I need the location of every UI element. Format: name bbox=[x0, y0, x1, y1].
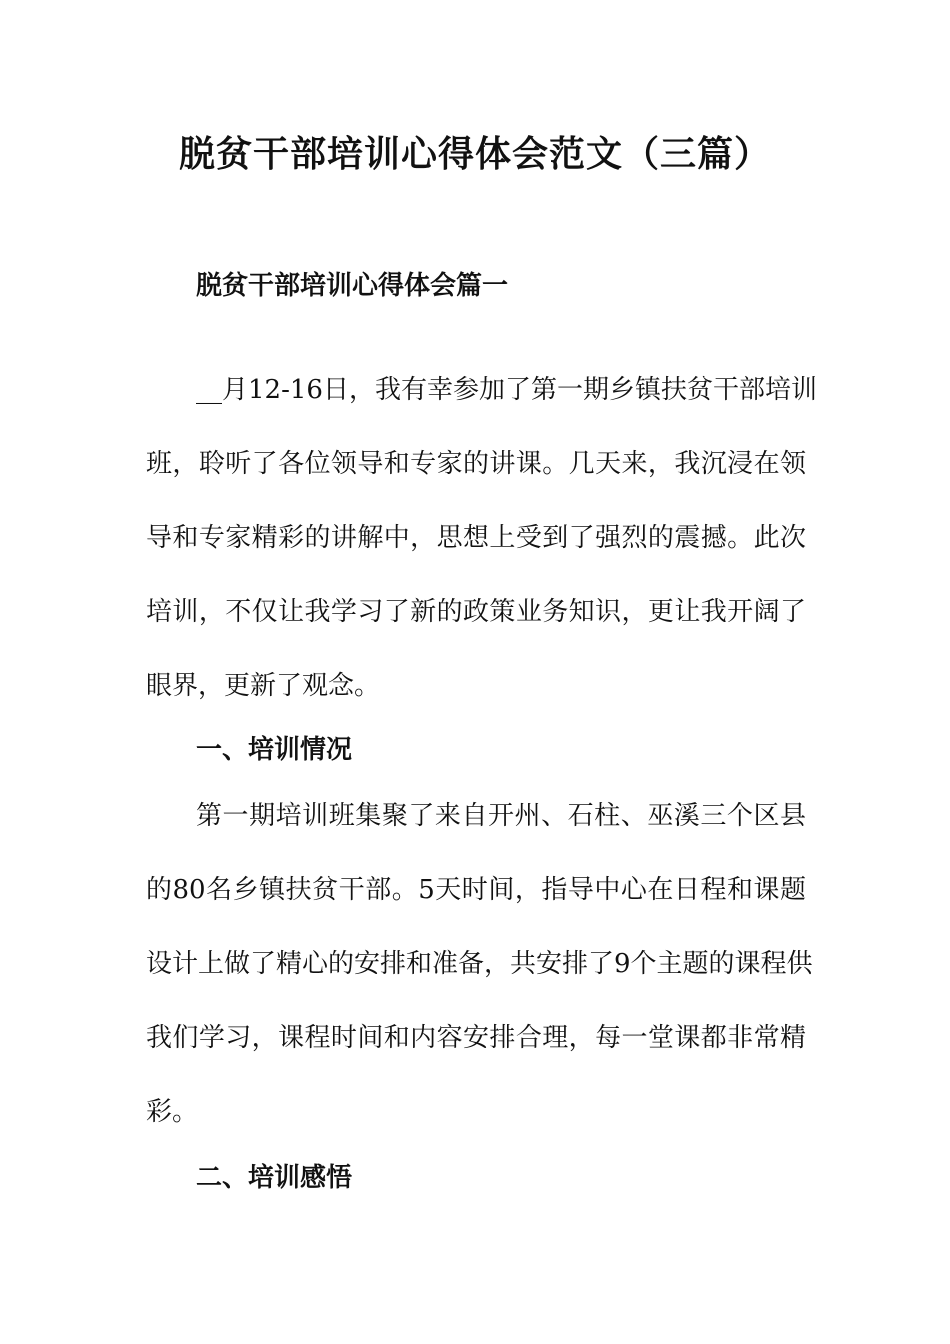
paragraph-2-line-4: 我们学习，课程时间和内容安排合理，每一堂课都非常精 bbox=[146, 1023, 806, 1053]
paragraph-1-line-5: 眼界，更新了观念。 bbox=[146, 671, 381, 701]
paragraph-1-line-2: 班，聆听了各位领导和专家的讲课。几天来，我沉浸在领 bbox=[146, 449, 806, 479]
section-heading: 脱贫干部培训心得体会篇一 bbox=[196, 271, 509, 301]
paragraph-2-line-1: 第一期培训班集聚了来自开州、石柱、巫溪三个区县 bbox=[196, 801, 806, 831]
heading-training-situation: 一、培训情况 bbox=[196, 735, 353, 765]
paragraph-2-line-2: 的80名乡镇扶贫干部。5天时间，指导中心在日程和课题 bbox=[146, 875, 806, 905]
paragraph-1-line-1: __月12-16日，我有幸参加了第一期乡镇扶贫干部培训 bbox=[196, 375, 817, 405]
paragraph-2-line-3: 设计上做了精心的安排和准备，共安排了9个主题的课程供 bbox=[146, 949, 813, 979]
paragraph-1-line-3: 导和专家精彩的讲解中，思想上受到了强烈的震撼。此次 bbox=[146, 523, 806, 553]
heading-training-insights: 二、培训感悟 bbox=[196, 1163, 353, 1193]
document-title: 脱贫干部培训心得体会范文（三篇） bbox=[178, 133, 771, 175]
paragraph-2-line-5: 彩。 bbox=[146, 1097, 199, 1127]
paragraph-1-line-4: 培训，不仅让我学习了新的政策业务知识，更让我开阔了 bbox=[146, 597, 806, 627]
